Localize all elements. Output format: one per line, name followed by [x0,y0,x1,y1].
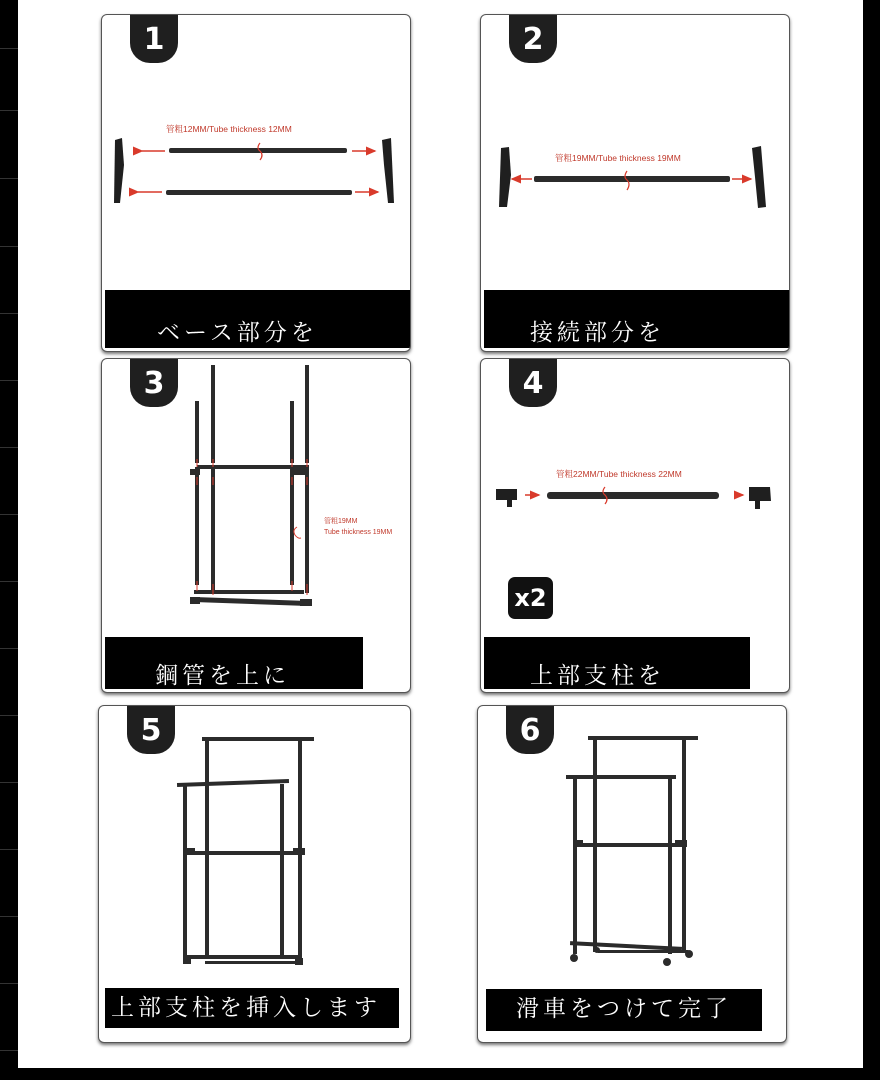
caption-line: 接続部分を [530,320,665,346]
step-caption: 滑車をつけて完了 [486,989,762,1031]
step-caption: 上部支柱を挿入します [105,988,399,1028]
step-number-badge: 3 [130,359,178,407]
margin-tick [0,48,18,49]
caption-line: ベース部分を [157,320,318,346]
step-caption [105,637,363,689]
margin-tick [0,983,18,984]
step-card-4 [480,358,790,693]
margin-tick [0,849,18,850]
step-card-6 [477,705,787,1043]
tube-thickness-label: 管粗22MM/Tube thickness 22MM [556,469,682,479]
tube-thickness-label: Tube thickness 19MM [324,529,393,536]
step-number-badge: 2 [509,15,557,63]
step-caption [484,637,750,689]
tube-thickness-label: 管粗19MM/Tube thickness 19MM [555,153,681,163]
step-caption [484,290,789,348]
step-number-badge: 4 [509,359,557,407]
tube-thickness-label: 管粗12MM/Tube thickness 12MM [166,124,292,134]
step-card-1 [101,14,411,352]
step-card-3 [101,358,411,693]
step-number-badge: 5 [127,706,175,754]
tube-thickness-label: 管粗19MM [324,518,358,525]
margin-tick [0,514,18,515]
margin-tick [0,447,18,448]
step-number-badge: 1 [130,15,178,63]
step-card-5 [98,705,411,1043]
caption-line: 上部支柱を [530,663,665,689]
margin-tick [0,1050,18,1051]
margin-tick [0,110,18,111]
margin-tick [0,916,18,917]
margin-tick [0,715,18,716]
caption-line: 鋼管を上に [155,663,290,689]
margin-tick [0,581,18,582]
margin-tick [0,648,18,649]
margin-tick [0,178,18,179]
step-caption [105,290,410,348]
step-number-badge: 6 [506,706,554,754]
quantity-badge: x2 [508,577,553,619]
margin-tick [0,782,18,783]
step-card-2 [480,14,790,352]
margin-tick [0,380,18,381]
margin-tick [0,246,18,247]
margin-tick [0,313,18,314]
